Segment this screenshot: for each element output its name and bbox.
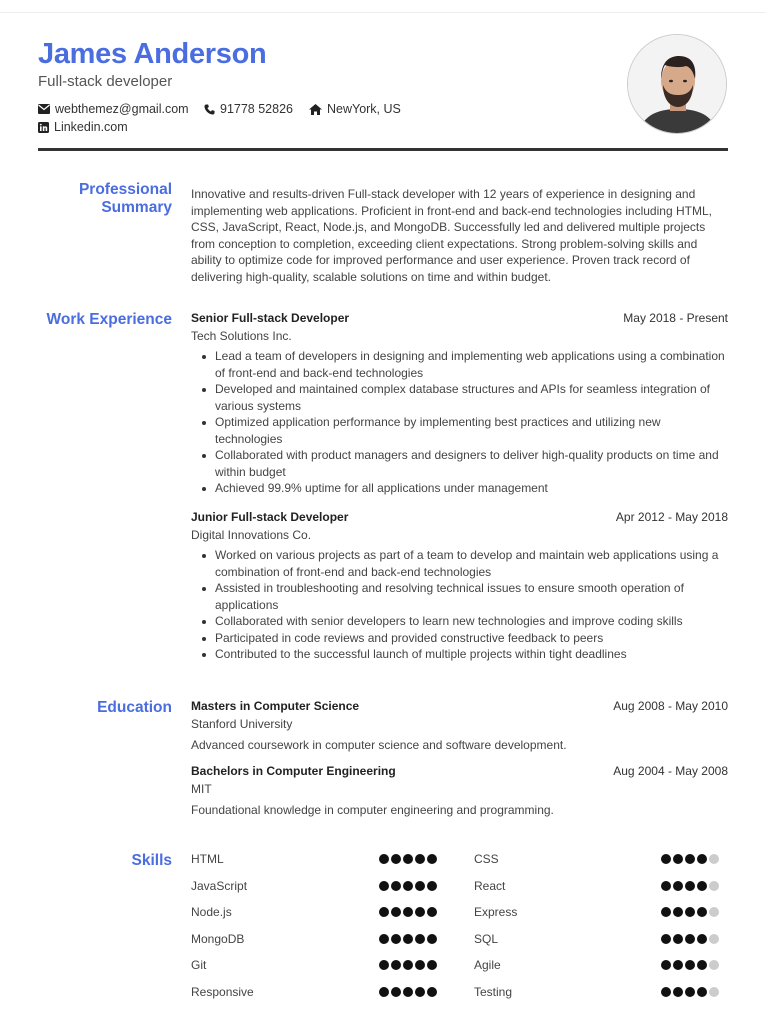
skill-dot-filled: [403, 907, 413, 917]
skill-dot-filled: [415, 960, 425, 970]
list-item: Contributed to the successful launch of multiple projects within tight deadlines: [215, 646, 728, 663]
skill-name: HTML: [191, 852, 224, 866]
degree-date: Aug 2008 - May 2010: [613, 699, 728, 713]
summary-title-line2: Summary: [101, 199, 172, 216]
skill-level-rating: [379, 907, 437, 917]
skill-dot-filled: [685, 960, 695, 970]
summary-text: Innovative and results-driven Full-stack developer with 12 years of experience in designing and implementing web applications. Proficient in front-end and back-end technologies including HTML, CSS, JavaScript, React, Node.js, and MongoDB. Successfully led and delivered multiple projects from conception to completion, exceeding client expectations. Strong problem-solving skills and ability to optimize code for improved performance and user experience. Proven track record of delivering high-quality, scalable solutions on time and within budget.: [191, 187, 712, 284]
skill-dot-filled: [661, 987, 671, 997]
skill-dot-filled: [673, 854, 683, 864]
skill-dot-filled: [379, 987, 389, 997]
list-item: Worked on various projects as part of a team to develop and maintain web applications using a combination of front-end and back-end technologies: [215, 547, 728, 580]
skill-level-rating: [379, 960, 437, 970]
school-name: Stanford University: [191, 717, 293, 731]
list-item: Collaborated with product managers and designers to deliver high-quality products on time and within budget: [215, 447, 728, 480]
degree-date: Aug 2004 - May 2008: [613, 764, 728, 778]
contact-email[interactable]: [38, 102, 189, 116]
skill-name: Express: [474, 905, 518, 919]
skill-dot-filled: [673, 987, 683, 997]
skill-dot-filled: [391, 960, 401, 970]
contact-location: [309, 102, 401, 116]
skill-dot-filled: [391, 907, 401, 917]
skill-dot-empty: [709, 934, 719, 944]
skill-dot-filled: [427, 960, 437, 970]
email-text: webthemez@gmail.com: [55, 102, 189, 116]
skill-dot-filled: [403, 881, 413, 891]
skill-dot-empty: [709, 960, 719, 970]
skill-dot-filled: [685, 934, 695, 944]
job-date: May 2018 - Present: [623, 311, 728, 325]
skill-name: Git: [191, 958, 207, 972]
contact-phone[interactable]: [204, 102, 293, 116]
skill-dot-filled: [697, 987, 707, 997]
candidate-name: James Anderson: [38, 38, 267, 70]
job-company: Tech Solutions Inc.: [191, 329, 292, 343]
job-date: Apr 2012 - May 2018: [615, 510, 728, 524]
skill-dot-filled: [427, 907, 437, 917]
skill-dot-filled: [427, 987, 437, 997]
skill-dot-filled: [697, 907, 707, 917]
profile-photo: [627, 34, 727, 134]
list-item: Assisted in troubleshooting and resolving technical issues to ensure smooth operation of applications: [215, 580, 728, 613]
skill-dot-filled: [415, 987, 425, 997]
skill-dot-filled: [379, 907, 389, 917]
skill-dot-filled: [697, 960, 707, 970]
skill-dot-empty: [709, 881, 719, 891]
skill-dot-filled: [391, 934, 401, 944]
contact-linkedin[interactable]: [38, 120, 128, 134]
skill-level-rating: [379, 934, 437, 944]
school-name: MIT: [191, 782, 212, 796]
skill-level-rating: [661, 881, 719, 891]
section-title-skills: Skills: [131, 852, 172, 869]
skill-dot-empty: [709, 987, 719, 997]
skill-name: Testing: [474, 985, 513, 999]
skill-dot-filled: [379, 854, 389, 864]
skill-dot-filled: [379, 881, 389, 891]
skill-level-rating: [661, 934, 719, 944]
skill-dot-filled: [697, 934, 707, 944]
linkedin-text: Linkedin.com: [54, 120, 128, 134]
degree-title: Masters in Computer Science: [191, 699, 360, 713]
skill-level-rating: [379, 854, 437, 864]
skill-dot-filled: [685, 987, 695, 997]
degree-title: Bachelors in Computer Engineering: [191, 764, 396, 778]
section-title-summary: [38, 181, 172, 217]
skill-dot-filled: [415, 854, 425, 864]
skill-dot-filled: [403, 934, 413, 944]
skill-dot-filled: [673, 934, 683, 944]
list-item: Optimized application performance by implementing best practices and utilizing new technologies: [215, 414, 728, 447]
skill-dot-filled: [685, 907, 695, 917]
envelope-icon: [38, 104, 50, 114]
candidate-headline: Full-stack developer: [38, 73, 173, 90]
job-company: Digital Innovations Co.: [191, 528, 312, 542]
skill-dot-filled: [685, 854, 695, 864]
skill-dot-filled: [415, 907, 425, 917]
home-icon: [309, 104, 322, 115]
skills-grid: [191, 852, 728, 1012]
summary-title-line1: Professional: [78, 181, 172, 198]
job-title: Senior Full-stack Developer: [191, 311, 350, 325]
skill-name: Node.js: [191, 905, 232, 919]
skill-level-rating: [661, 987, 719, 997]
section-title-work: Work Experience: [46, 311, 172, 328]
job-entry: [191, 510, 728, 670]
skill-dot-filled: [673, 960, 683, 970]
phone-text: 91778 52826: [220, 102, 293, 116]
job-bullets: [215, 348, 728, 497]
location-text: NewYork, US: [327, 102, 401, 116]
phone-icon: [204, 104, 215, 115]
skill-dot-filled: [415, 881, 425, 891]
skill-dot-filled: [391, 987, 401, 997]
education-entry: [191, 764, 728, 824]
job-title: Junior Full-stack Developer: [191, 510, 349, 524]
skill-level-rating: [661, 854, 719, 864]
list-item: Achieved 99.9% uptime for all applications under management: [215, 480, 728, 497]
skill-dot-filled: [391, 854, 401, 864]
skill-level-rating: [379, 881, 437, 891]
section-title-education: Education: [97, 699, 172, 716]
skill-dot-filled: [661, 907, 671, 917]
linkedin-icon: [38, 122, 49, 133]
skill-name: React: [474, 879, 506, 893]
skill-name: CSS: [474, 852, 499, 866]
list-item: Lead a team of developers in designing and implementing web applications using a combination of front-end and back-end technologies: [215, 348, 728, 381]
skill-dot-filled: [391, 881, 401, 891]
skill-level-rating: [661, 960, 719, 970]
skill-dot-filled: [403, 960, 413, 970]
skill-dot-filled: [415, 934, 425, 944]
skill-dot-filled: [697, 881, 707, 891]
skill-dot-filled: [685, 881, 695, 891]
skill-level-rating: [379, 987, 437, 997]
skill-dot-filled: [379, 934, 389, 944]
skill-dot-filled: [427, 854, 437, 864]
job-bullets: [215, 547, 728, 663]
education-entry: [191, 699, 728, 759]
skill-dot-filled: [673, 907, 683, 917]
skill-dot-filled: [661, 854, 671, 864]
resume-page: [38, 0, 728, 1024]
list-item: Participated in code reviews and provided constructive feedback to peers: [215, 630, 728, 647]
skill-dot-filled: [661, 960, 671, 970]
skill-dot-filled: [427, 881, 437, 891]
skill-dot-filled: [673, 881, 683, 891]
job-entry: [191, 311, 728, 495]
skill-level-rating: [661, 907, 719, 917]
degree-description: Advanced coursework in computer science and software development.: [191, 738, 567, 752]
skill-dot-filled: [403, 854, 413, 864]
header-divider: [38, 148, 728, 151]
list-item: Developed and maintained complex database structures and APIs for seamless integration of various systems: [215, 381, 728, 414]
skill-dot-filled: [661, 881, 671, 891]
skill-dot-empty: [709, 907, 719, 917]
skill-name: Agile: [474, 958, 501, 972]
skill-dot-filled: [427, 934, 437, 944]
skill-name: SQL: [474, 932, 499, 946]
skill-dot-empty: [709, 854, 719, 864]
degree-description: Foundational knowledge in computer engineering and programming.: [191, 803, 554, 817]
skill-dot-filled: [379, 960, 389, 970]
skill-dot-filled: [661, 934, 671, 944]
skill-dot-filled: [403, 987, 413, 997]
avatar-image: [628, 35, 727, 134]
skill-name: Responsive: [191, 985, 254, 999]
skill-name: MongoDB: [191, 932, 245, 946]
list-item: Collaborated with senior developers to learn new technologies and improve coding skills: [215, 613, 728, 630]
skill-dot-filled: [697, 854, 707, 864]
skill-name: JavaScript: [191, 879, 248, 893]
